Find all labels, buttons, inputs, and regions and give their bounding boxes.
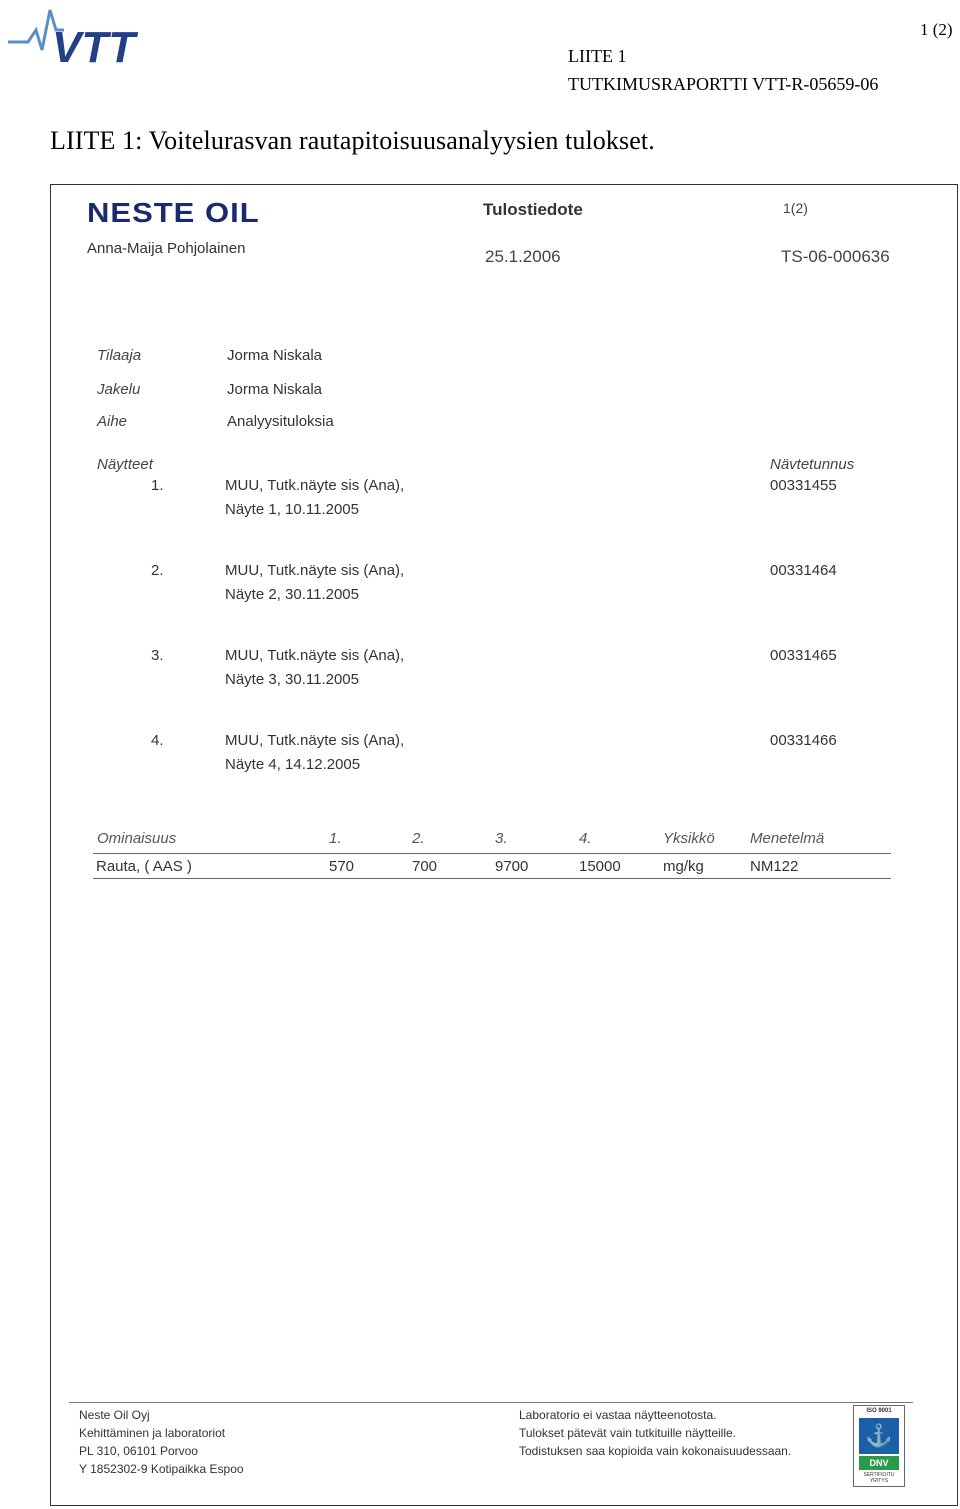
table-cell-unit: mg/kg bbox=[663, 858, 704, 875]
sample-desc-line1: MUU, Tutk.näyte sis (Ana), bbox=[225, 732, 405, 749]
table-header-property: Ominaisuus bbox=[97, 830, 177, 847]
badge-cert-text: SERTIFIOITU YRITYS bbox=[863, 1472, 895, 1484]
table-header-sample2: 2. bbox=[412, 830, 425, 847]
sample-code: 00331464 bbox=[770, 562, 837, 579]
sample-code: 00331455 bbox=[770, 477, 837, 494]
badge-dnv-text: DNV bbox=[859, 1456, 899, 1470]
table-cell-sample2: 700 bbox=[412, 858, 438, 875]
field-label-tilaaja: Tilaaja bbox=[97, 347, 142, 364]
table-header-method: Menetelmä bbox=[750, 830, 825, 847]
footer-note-3: Todistuksen saa kopioida vain kokonaisuudessaan. bbox=[519, 1444, 792, 1458]
anchor-icon: ⚓ bbox=[859, 1418, 899, 1454]
sample-number: 2. bbox=[151, 562, 164, 579]
table-cell-sample3: 9700 bbox=[495, 858, 529, 875]
field-value-jakelu: Jorma Niskala bbox=[227, 381, 323, 398]
sample-number: 3. bbox=[151, 647, 164, 664]
table-header-unit: Yksikkö bbox=[663, 830, 715, 847]
table-header-sample1: 1. bbox=[329, 830, 342, 847]
page-title: LIITE 1: Voitelurasvan rautapitoisuusanalyysien tulokset. bbox=[50, 126, 655, 155]
sample-code-label: Nävtetunnus bbox=[770, 456, 855, 473]
sample-desc-line2: Näyte 1, 10.11.2005 bbox=[225, 501, 359, 518]
page-number: 1 (2) bbox=[920, 20, 953, 39]
footer-department: Kehittäminen ja laboratoriot bbox=[79, 1426, 226, 1440]
field-label-aihe: Aihe bbox=[97, 413, 128, 430]
sample-code: 00331466 bbox=[770, 732, 837, 749]
sample-desc-line2: Näyte 2, 30.11.2005 bbox=[225, 586, 359, 603]
table-cell-sample4: 15000 bbox=[579, 858, 621, 875]
vtt-logo bbox=[6, 6, 166, 66]
table-cell-property: Rauta, ( AAS ) bbox=[96, 858, 192, 875]
sample-desc-line2: Näyte 4, 14.12.2005 bbox=[225, 756, 361, 773]
sample-number: 4. bbox=[151, 732, 164, 749]
sample-desc-line1: MUU, Tutk.näyte sis (Ana), bbox=[225, 647, 405, 664]
document-type: Tulostiedote bbox=[483, 200, 583, 219]
footer-right bbox=[519, 1406, 791, 1460]
sample-code: 00331465 bbox=[770, 647, 837, 664]
badge-iso-text: ISO 9001 bbox=[866, 1408, 892, 1414]
footer-left bbox=[79, 1406, 244, 1478]
neste-oil-logo: NESTE OIL bbox=[87, 196, 260, 229]
footer-note-1: Laboratorio ei vastaa näytteenotosta. bbox=[519, 1408, 717, 1422]
sample-desc-line2: Näyte 3, 30.11.2005 bbox=[225, 671, 359, 688]
author: Anna-Maija Pohjolainen bbox=[87, 240, 246, 257]
table-cell-sample1: 570 bbox=[329, 858, 355, 875]
table-header-sample4: 4. bbox=[579, 830, 592, 847]
field-value-aihe: Analyysituloksia bbox=[227, 413, 334, 430]
footer-address: PL 310, 06101 Porvoo bbox=[79, 1444, 198, 1458]
document-date: 25.1.2006 bbox=[485, 247, 561, 266]
sample-desc-line1: MUU, Tutk.näyte sis (Ana), bbox=[225, 562, 405, 579]
table-cell-method: NM122 bbox=[750, 858, 799, 875]
document-id: TS-06-000636 bbox=[781, 247, 890, 266]
footer-divider bbox=[69, 1402, 913, 1403]
embedded-document bbox=[50, 184, 958, 1506]
document-page: 1(2) bbox=[783, 200, 808, 216]
table-divider bbox=[93, 853, 891, 854]
table-header-sample3: 3. bbox=[495, 830, 508, 847]
sample-desc-line1: MUU, Tutk.näyte sis (Ana), bbox=[225, 477, 405, 494]
field-value-tilaaja: Jorma Niskala bbox=[227, 347, 323, 364]
report-id: TUTKIMUSRAPORTTI VTT-R-05659-06 bbox=[568, 74, 879, 94]
footer-business-id: Y 1852302-9 Kotipaikka Espoo bbox=[79, 1462, 244, 1476]
dnv-certification-badge bbox=[853, 1405, 905, 1487]
footer-company: Neste Oil Oyj bbox=[79, 1408, 150, 1422]
vtt-logo-text: VTT bbox=[52, 23, 136, 66]
sample-number: 1. bbox=[151, 477, 164, 494]
appendix-label: LIITE 1 bbox=[568, 46, 627, 66]
samples-label: Näytteet bbox=[97, 456, 153, 473]
field-label-jakelu: Jakelu bbox=[97, 381, 141, 398]
table-bottom-line bbox=[93, 878, 891, 879]
footer-note-2: Tulokset pätevät vain tutkituille näytteille. bbox=[519, 1426, 737, 1440]
